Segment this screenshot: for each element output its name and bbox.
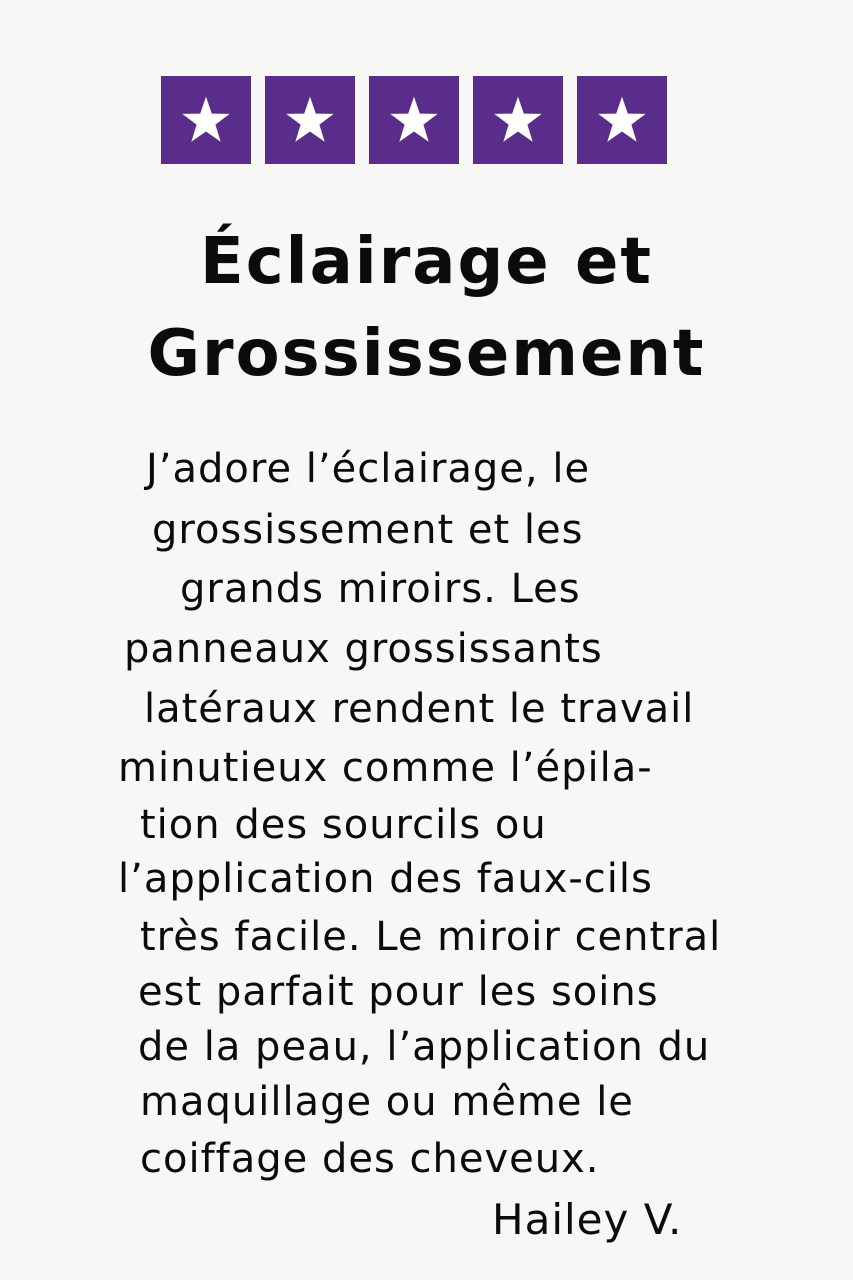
review-line-13: coiffage des cheveux. (140, 1136, 600, 1182)
review-title-line-1: Éclairage et (200, 225, 653, 299)
review-title-line-2: Grossissement (147, 317, 706, 391)
star-icon (388, 94, 440, 146)
review-title (0, 216, 853, 400)
review-author: Hailey V. (492, 1195, 683, 1244)
star-shape (390, 97, 437, 142)
star-5 (577, 76, 667, 164)
review-line-2: grossissement et les (152, 507, 584, 553)
review-line-5: latéraux rendent le travail (144, 686, 695, 732)
star-shape (494, 97, 541, 142)
star-icon (180, 94, 232, 146)
star-icon (284, 94, 336, 146)
star-2 (265, 76, 355, 164)
star-shape (286, 97, 333, 142)
review-line-7: tion des sourcils ou (140, 802, 547, 848)
review-line-4: panneaux grossissants (124, 626, 603, 672)
review-line-6: minutieux comme l’épila- (118, 745, 653, 791)
review-line-10: est parfait pour les soins (138, 969, 659, 1015)
star-icon (492, 94, 544, 146)
star-1 (161, 76, 251, 164)
review-line-8: l’application des faux-cils (118, 856, 653, 902)
star-icon (596, 94, 648, 146)
review-line-1: J’adore l’éclairage, le (146, 446, 591, 492)
review-line-9: très facile. Le miroir central (140, 914, 722, 960)
review-line-3: grands miroirs. Les (180, 566, 581, 612)
star-4 (473, 76, 563, 164)
star-3 (369, 76, 459, 164)
review-line-11: de la peau, l’application du (138, 1024, 711, 1070)
star-rating (161, 76, 667, 164)
star-shape (182, 97, 229, 142)
star-shape (598, 97, 645, 142)
review-line-12: maquillage ou même le (140, 1079, 634, 1125)
